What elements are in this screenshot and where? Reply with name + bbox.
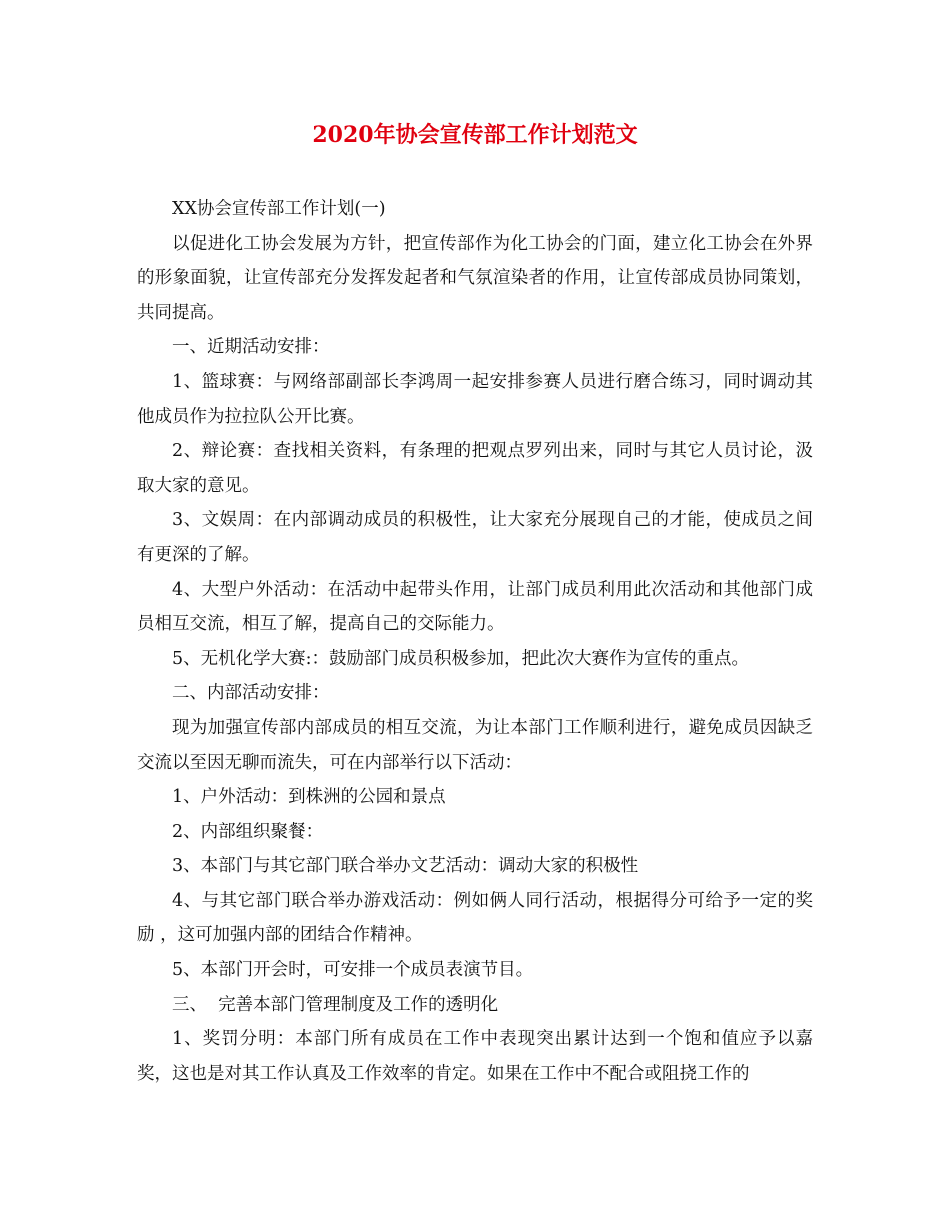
list-item: 1、户外活动：到株洲的公园和景点 bbox=[172, 787, 446, 808]
section-heading-2: 二、内部活动安排： bbox=[172, 683, 330, 704]
list-item: 4、与其它部门联合举办游戏活动：例如俩人同行活动，根据得分可给予一定的奖励 ，这可加强内部的团结合作精神。 bbox=[137, 890, 813, 946]
list-item: 3、文娱周：在内部调动成员的积极性，让大家充分展现自己的才能，使成员之间有更深的了解。 bbox=[137, 510, 813, 565]
list-item: 1、篮球赛：与网络部副部长李鸿周一起安排参赛人员进行磨合练习，同时调动其他成员作为拉拉队公开比赛。 bbox=[137, 371, 813, 427]
section-heading-1: 一、近期活动安排： bbox=[172, 337, 330, 358]
section-heading-3: 三、 完善本部门管理制度及工作的透明化 bbox=[172, 994, 499, 1015]
paragraph-section-2-intro: 现为加强宣传部内部成员的相互交流，为让本部门工作顺利进行，避免成员因缺乏交流以至因无聊而流失，可在内部举行以下活动： bbox=[137, 717, 813, 773]
list-item: 1、奖罚分明：本部门所有成员在工作中表现突出累计达到一个饱和值应予以嘉奖，这也是对其工作认真及工作效率的肯定。如果在工作中不配合或阻挠工作的 bbox=[137, 1029, 813, 1084]
paragraph-subtitle: XX协会宣传部工作计划(一) bbox=[172, 199, 386, 219]
list-item: 5、无机化学大赛:：鼓励部门成员积极参加，把此次大赛作为宣传的重点。 bbox=[172, 648, 750, 669]
paragraph-intro: 以促进化工协会发展为方针，把宣传部作为化工协会的门面，建立化工协会在外界的形象面貌，让宣传部充分发挥发起者和气氛渲染者的作用，让宣传部成员协同策划，共同提高。 bbox=[137, 233, 813, 323]
list-item: 2、辩论赛：查找相关资料，有条理的把观点罗列出来，同时与其它人员讨论，汲取大家的意见。 bbox=[137, 441, 813, 496]
list-item: 4、大型户外活动：在活动中起带头作用，让部门成员利用此次活动和其他部门成员相互交流，相互了解，提高自己的交际能力。 bbox=[137, 579, 813, 635]
document-body bbox=[137, 192, 813, 1091]
list-item: 5、本部门开会时，可安排一个成员表演节目。 bbox=[172, 960, 534, 981]
list-item: 3、本部门与其它部门联合举办文艺活动：调动大家的积极性 bbox=[172, 856, 639, 877]
document-title: 2020年协会宣传部工作计划范文 bbox=[312, 122, 638, 148]
list-item: 2、内部组织聚餐： bbox=[172, 821, 324, 842]
